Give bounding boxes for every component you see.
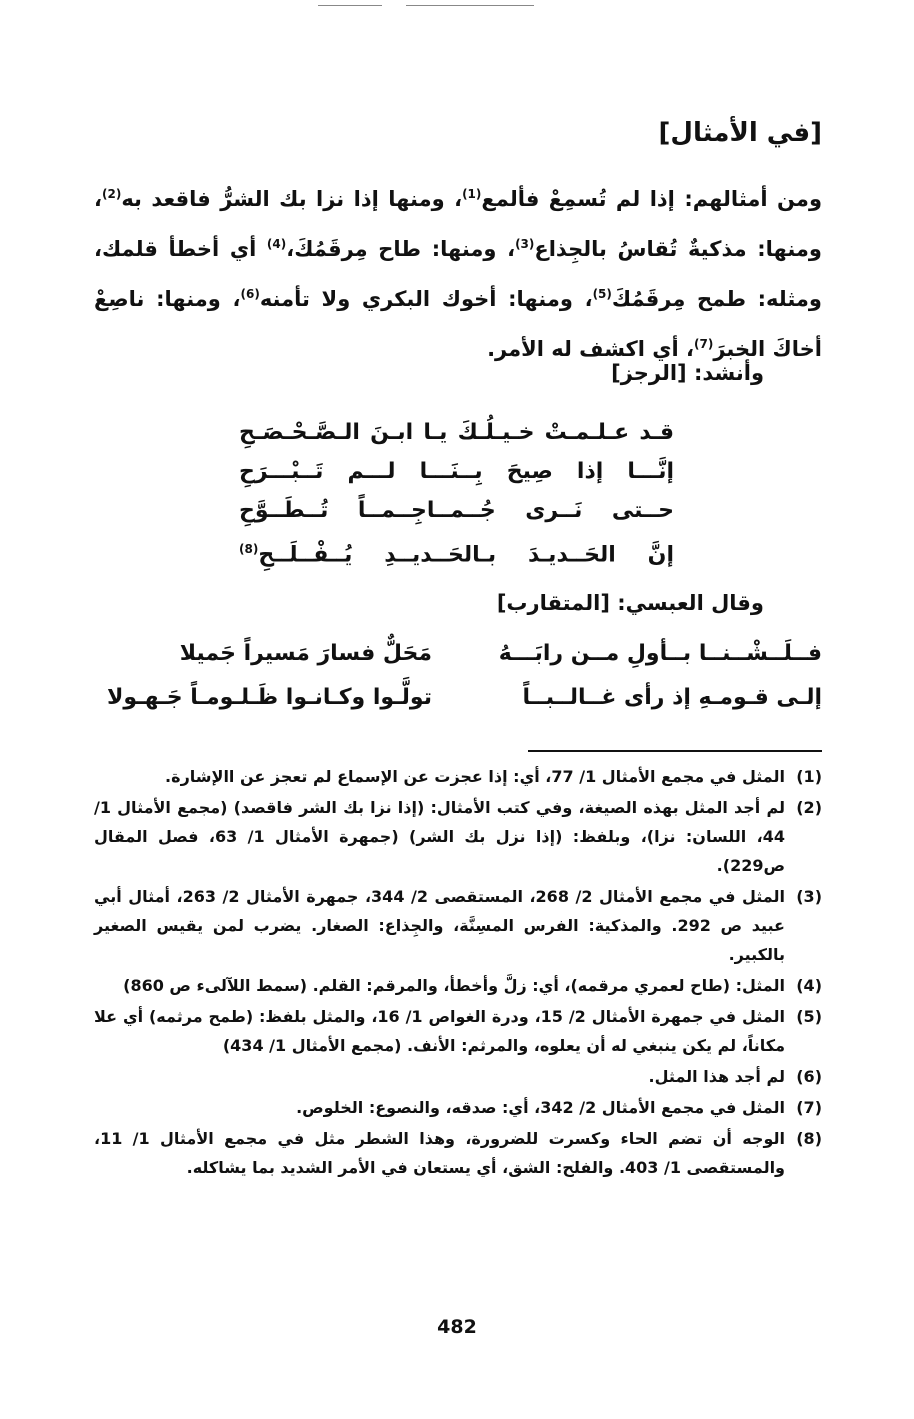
- verse-row: [92, 641, 822, 685]
- footnote-item: [94, 793, 822, 880]
- footnote-ref: (3): [515, 237, 535, 251]
- footnote-text: المثل: (طاح لعمري مرقمه)، أي: زلَّ وأخطأ، والمرقم: القلم. (سمط اللآلىء ص 860): [123, 976, 785, 995]
- footnote-number: (1): [796, 767, 822, 786]
- verse-row: [92, 685, 822, 729]
- footnote-ref: (1): [462, 187, 482, 201]
- footnote-item: [94, 1002, 822, 1060]
- footnote-number: (5): [796, 1007, 822, 1026]
- paragraph-text: ومن أمثالهم: إذا لم تُسمِعْ فألمع: [481, 187, 822, 211]
- footnote-text: الوجه أن تضم الحاء وكسرت للضرورة، وهذا الشطر مثل في مجمع الأمثال 1/ 11، والمستقصى 1/ 403. والفلح: الشق، أي يستعان في الأمر الشديد بما يشاكله.: [94, 1129, 785, 1177]
- paragraph-text: ، ومنها: مذكيةٌ تُقاسُ بالجِذاع: [94, 187, 822, 261]
- rajaz-poem: [239, 413, 674, 574]
- footnote-text: المثل في مجمع الأمثال 2/ 342، أي: صدقه، والنصوع: الخلوص.: [296, 1098, 785, 1117]
- footnote-number: (6): [796, 1067, 822, 1086]
- footnote-item: [94, 1093, 822, 1122]
- top-rule-left: [318, 5, 382, 6]
- footnote-ref: (7): [694, 337, 714, 351]
- page-number: 482: [437, 1316, 477, 1338]
- footnote-ref: (8): [239, 542, 259, 556]
- poem-line-text: إنَّ الحَــديـدَ بـالحَــديــدِ يُــفْــلَــحِ: [258, 542, 674, 568]
- top-rule-right: [406, 5, 534, 6]
- footnote-item: [94, 762, 822, 791]
- footnote-item: [94, 1124, 822, 1182]
- mutaqarib-couplet: [92, 641, 822, 729]
- footnote-ref: (5): [592, 287, 612, 301]
- verse-first-hemistich: فــلَــشْــنــا بــأولِ مــن رابَـــهُ: [498, 641, 822, 666]
- footnote-ref: (6): [240, 287, 260, 301]
- poem-line: حــتى نَــرى جُــمــاجِــمــاً تُــطَــوَّحِ: [239, 498, 674, 523]
- footnote-ref: (2): [101, 187, 122, 201]
- poem-line: [239, 530, 674, 574]
- footnote-number: (8): [796, 1129, 822, 1148]
- verse-second-hemistich: تولَّـوا وكـانـوا ظَـلـومـاً جَـهـولا: [106, 685, 432, 710]
- footnote-text: لم أجد هذا المثل.: [648, 1067, 785, 1086]
- footnote-item: [94, 1062, 822, 1091]
- body-paragraph: [94, 172, 822, 372]
- rajaz-intro: وأنشد: [الرجز]: [611, 361, 764, 385]
- verse-first-hemistich: إلـى قـومـهِ إذ رأى غــالــبــاً: [522, 685, 822, 710]
- footnote-number: (7): [796, 1098, 822, 1117]
- verse-second-hemistich: مَحَلٌّ فسارَ مَسيراً جَميلا: [179, 641, 432, 666]
- section-title: [في الأمثال]: [658, 118, 822, 148]
- paragraph-text: أي أخطأ قلمك، ومثله: طمح مِرقَمُكَ: [94, 237, 822, 311]
- paragraph-text: ، ومنها: طاح مِرقَمُكَ،: [286, 237, 516, 261]
- footnote-separator: [528, 750, 822, 752]
- paragraph-text: ، ومنها: أخوك البكري ولا تأمنه: [259, 287, 593, 311]
- paragraph-text: ، ومنها: ناصِعْ أخاكَ الخبرَ: [94, 287, 822, 361]
- footnote-number: (3): [796, 887, 822, 906]
- footnote-text: لم أجد المثل بهذه الصيغة، وفي كتب الأمثال: (إذا نزا بك الشر فاقصد) (مجمع الأمثال 1/ 44، اللسان: نزا)، وبلفظ: (إذا نزل بك الشر) (جمهرة الأمثال 1/ 63، فصل المقال ص229).: [94, 798, 785, 875]
- footnote-number: (4): [796, 976, 822, 995]
- footnote-item: [94, 971, 822, 1000]
- paragraph-text: ، ومنها إذا نزا بك الشرُّ فاقعد به: [121, 187, 463, 211]
- footnotes-list: [94, 762, 822, 1184]
- poem-line: قـد عـلـمـتْ خـيـلُـكَ يـا ابـنَ الـصَّـحْـصَـحِ: [239, 420, 674, 445]
- paragraph-text: ، أي اكشف له الأمر.: [487, 337, 695, 361]
- footnote-item: [94, 882, 822, 969]
- poem-line: إنَّـــا إذا صِيحَ بِــنَـــا لـــم تَــبْـــرَحِ: [239, 459, 674, 484]
- footnote-text: المثل في مجمع الأمثال 2/ 268، المستقصى 2/ 344، جمهرة الأمثال 2/ 263، أمثال أبي عبيد ص 292. والمذكية: الفرس المسِنَّة، والجِذاع: الصغار. يضرب لمن يقيس الصغير بالكبير.: [94, 887, 785, 964]
- footnote-number: (2): [796, 798, 822, 817]
- mutaqarib-intro: وقال العبسي: [المتقارب]: [496, 591, 764, 615]
- footnote-text: المثل في جمهرة الأمثال 2/ 15، ودرة الغواص 1/ 16، والمثل بلفظ: (طمح مرثمه) أي علا مكاناً، لم يكن ينبغي له أن يعلوه، والمرثم: الأنف. (مجمع الأمثال 1/ 434): [94, 1007, 785, 1055]
- footnote-text: المثل في مجمع الأمثال 1/ 77، أي: إذا عجزت عن الإسماع لم تعجز عن االإشارة.: [165, 767, 785, 786]
- footnote-ref: (4): [266, 237, 287, 251]
